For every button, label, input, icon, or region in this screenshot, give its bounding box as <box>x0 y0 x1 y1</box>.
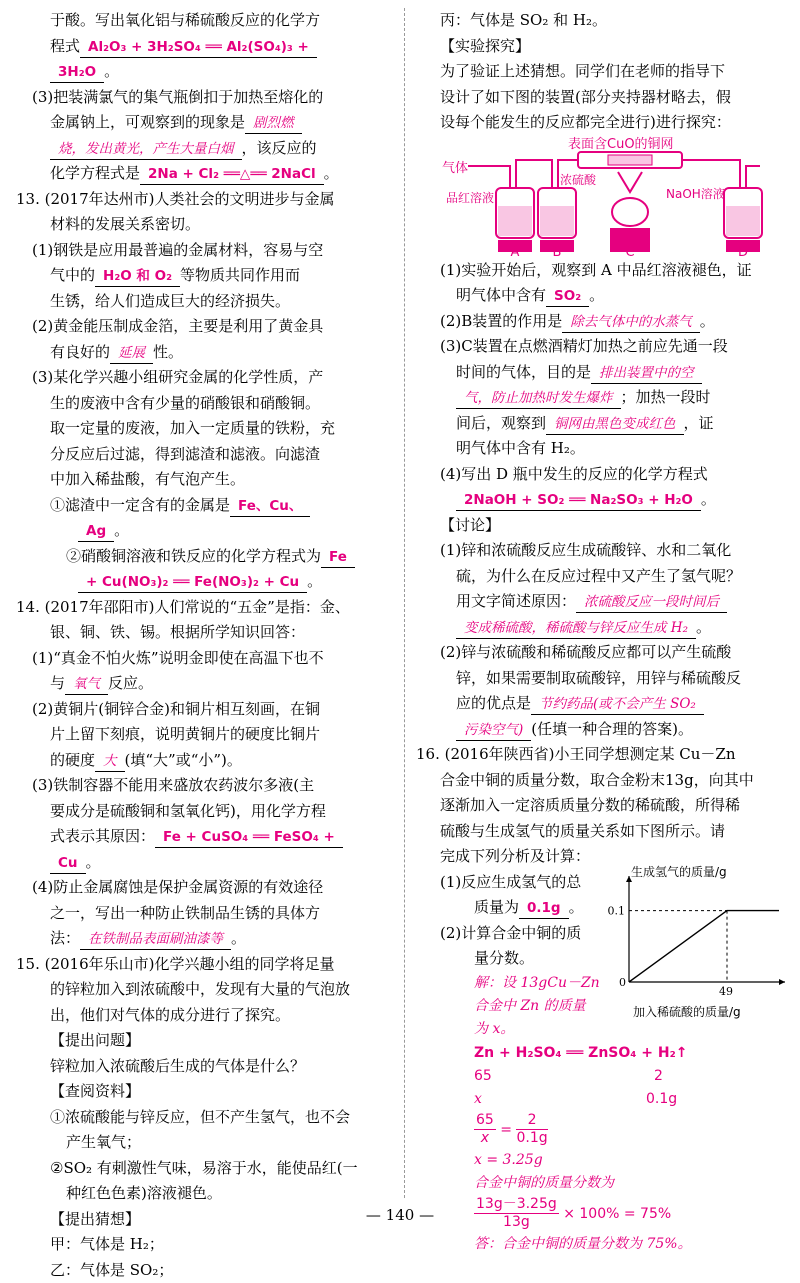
text-line: 生锈，给人们造成巨大的经济损失。 <box>16 289 388 315</box>
solution-equation: Zn + H₂SO₄ ══ ZnSO₄ + H₂↑ <box>474 1042 790 1065</box>
text-line: 片上留下刻痕，说明黄铜片的硬度比铜片 <box>16 722 388 748</box>
liquid-b <box>540 206 574 236</box>
text-line: 种红色色素)溶液褪色。 <box>16 1181 388 1207</box>
answer-blank: 在铁制品表面刷油漆等 <box>80 929 231 950</box>
text-line: 完成下列分析及计算： <box>440 844 790 870</box>
answer-blank: 剧烈燃 <box>245 113 302 134</box>
right-column <box>440 8 790 1220</box>
text-line: 法： 在铁制品表面刷油漆等 。 <box>16 926 388 952</box>
answer-blank: 气，防止加热时发生爆炸 <box>456 388 621 409</box>
text-line: 甲：气体是 H₂； <box>16 1232 388 1258</box>
answer-blank: 大 <box>95 751 125 772</box>
liquid-d <box>726 206 760 236</box>
answer-blank: 铜网由黑色变成红色 <box>546 414 684 435</box>
answer-blank: 氧气 <box>65 674 108 695</box>
answer-blank: 0.1g <box>519 898 569 919</box>
text-line: 与 氧气 反应。 <box>16 671 388 697</box>
text-line: 银、铜、铁、锡。根据所学知识回答： <box>16 620 388 646</box>
solution-line: 65 2 <box>474 1065 790 1088</box>
text-line: (2)锌与浓硫酸和稀硫酸反应都可以产生硫酸 <box>440 640 790 666</box>
text-line: 锌，如果需要制取硫酸锌，用锌与稀硫酸反 <box>440 666 790 692</box>
text-line: ②SO₂ 有刺激性气味，易溶于水，能使品红(一 <box>16 1156 388 1182</box>
x-axis-label: 加入稀硫酸的质量/g <box>633 1004 741 1019</box>
answer-blank: 3H₂O <box>50 62 104 83</box>
answer-blank: H₂O 和 O₂ <box>95 266 180 287</box>
text-line: 要成分是硫酸铜和氢氧化钙)，用化学方程 <box>16 799 388 825</box>
text-line: 产生氧气； <box>16 1130 388 1156</box>
solution-percentage: $\frac{13g-3.25g}{13g}$ × 100% = 75% <box>474 1195 790 1233</box>
answer-blank: 2Na + Cl₂ ══△══ 2NaCl <box>140 164 324 185</box>
text-line: 式表示其原因： Fe + CuSO₄ ══ FeSO₄ + <box>16 824 388 850</box>
text-line: 2NaOH + SO₂ ══ Na₂SO₃ + H₂O 。 <box>440 487 790 513</box>
answer-blank: Fe <box>321 547 355 568</box>
naoh-label: NaOH溶液 <box>666 186 725 201</box>
section-heading: 【实验探究】 <box>440 34 790 60</box>
text-line: (3)C装置在点燃酒精灯加热之前应先通一段 <box>440 334 790 360</box>
question-14-title: 14. (2017年邵阳市)人们常说的“五金”是指：金、 <box>16 595 388 621</box>
text-line: Ag 。 <box>16 518 388 544</box>
solution-line: x 0.1g <box>474 1088 790 1111</box>
text-line: 设每个能发生的反应都完全进行)进行探究： <box>440 110 790 136</box>
text-line: 金属钠上，可观察到的现象是 剧烈燃 <box>16 110 388 136</box>
text-line: 时间的气体，目的是 排出装置中的空 <box>440 360 790 386</box>
answer-blank: Ag <box>78 521 114 542</box>
question-13-title: 13. (2017年达州市)人类社会的文明进步与金属 <box>16 187 388 213</box>
apparatus-diagram <box>440 136 790 258</box>
answer-blank: Fe + CuSO₄ ══ FeSO₄ + <box>155 827 343 848</box>
text-line: 化学方程式是 2Na + Cl₂ ══△══ 2NaCl 。 <box>16 161 388 187</box>
flame-icon <box>618 172 642 192</box>
answer-blank: 排出装置中的空 <box>591 363 702 384</box>
x-axis-arrow-icon <box>779 979 785 985</box>
text-line: (1)“真金不怕火炼”说明金即使在高温下也不 <box>16 646 388 672</box>
text-line: 气中的 H₂O 和 O₂ 等物质共同作用而 <box>16 263 388 289</box>
question-16-left <box>440 870 615 1041</box>
text-line: 的锌粒加入到浓硫酸中，发现有大量的气泡放 <box>16 977 388 1003</box>
text-line: 变成稀硫酸，稀硫酸与锌反应生成 H₂ 。 <box>440 615 790 641</box>
text-line: 3H₂O 。 <box>16 59 388 85</box>
answer-blank: Al₂O₃ + 3H₂SO₄ ══ Al₂(SO₄)₃ + <box>80 37 317 58</box>
text-line: (2)黄铜片(铜锌合金)和铜片相互刻画，在铜 <box>16 697 388 723</box>
text-line: 分反应后过滤，得到滤渣和滤液。向滤渣 <box>16 442 388 468</box>
question-16-title: 16. (2016年陕西省)小王同学想测定某 Cu－Zn <box>416 742 790 768</box>
answer-blank: 节约药品(或不会产生 SO₂ <box>531 694 704 715</box>
pipe-a-b <box>516 160 552 188</box>
answer-blank: 浓硫酸反应一段时间后 <box>576 592 727 613</box>
text-line: (3)把装满氯气的集气瓶倒扣于加热至熔化的 <box>16 85 388 111</box>
copper-mesh <box>608 155 652 165</box>
text-line: (2)B装置的作用是 除去气体中的水蒸气 。 <box>440 309 790 335</box>
text-line: ①滤渣中一定含有的金属是 Fe、Cu、 <box>16 493 388 519</box>
solution-line: 合金中铜的质量分数为 <box>474 1172 790 1195</box>
label-d: D <box>738 245 748 260</box>
text-line: + Cu(NO₃)₂ ══ Fe(NO₃)₂ + Cu 。 <box>16 569 388 595</box>
text-line: ①浓硫酸能与锌反应，但不产生氢气，也不会 <box>16 1105 388 1131</box>
answer-blank: 烧，发出黄光，产生大量白烟 <box>50 139 242 160</box>
page-number: — 140 — <box>0 1206 800 1224</box>
text-line: 出，他们对气体的成分进行了探究。 <box>16 1003 388 1029</box>
text-line: (1)锌和浓硫酸反应生成硫酸锌、水和二氧化 <box>440 538 790 564</box>
text-line: 之一，写出一种防止铁制品生锈的具体方 <box>16 901 388 927</box>
text-line: 逐渐加入一定溶质质量分数的稀硫酸，所得稀 <box>440 793 790 819</box>
text-line: 为了验证上述猜想。同学们在老师的指导下 <box>440 59 790 85</box>
solution-line: 为 x。 <box>440 1018 615 1041</box>
gas-label: 气体 <box>442 160 468 176</box>
text-line: (3)铁制容器不能用来盛放农药波尔多液(主 <box>16 773 388 799</box>
section-heading: 【提出问题】 <box>16 1028 388 1054</box>
text-line: 锌粒加入浓硫酸后生成的气体是什么？ <box>16 1054 388 1080</box>
text-line: 量分数。 <box>440 946 615 972</box>
text-line: 硫酸与生成氢气的质量关系如下图所示。请 <box>440 819 790 845</box>
text-line: 合金中铜的质量分数，取合金粉末13g，向其中 <box>440 768 790 794</box>
text-line: 气，防止加热时发生爆炸 ；加热一段时 <box>440 385 790 411</box>
answer-blank: Fe、Cu、 <box>230 496 310 517</box>
label-c: C <box>625 245 634 260</box>
label-a: A <box>511 245 520 260</box>
question-15-title: 15. (2016年乐山市)化学兴趣小组的同学将足量 <box>16 952 388 978</box>
section-heading: 【查阅资料】 <box>16 1079 388 1105</box>
section-heading: 【讨论】 <box>440 513 790 539</box>
pinhong-label: 品红溶液 <box>446 190 494 205</box>
answer-blank: 延展 <box>110 343 153 364</box>
label-b: B <box>553 245 562 260</box>
x-tick-label: 49 <box>719 985 733 998</box>
solution-answer: 答：合金中铜的质量分数为 75%。 <box>474 1233 790 1256</box>
text-line: 丙：气体是 SO₂ 和 H₂。 <box>440 8 790 34</box>
copper-mesh-label: 表面含CuO的铜网 <box>568 136 674 152</box>
solution-ratio: $\frac{65}{x}$ = $\frac{2}{0.1g}$ <box>474 1111 790 1149</box>
question-16-body <box>440 870 790 1220</box>
answer-blank: 除去气体中的水蒸气 <box>562 312 700 333</box>
text-line: 乙：气体是 SO₂； <box>16 1258 388 1283</box>
text-line: (2)黄金能压制成金箔，主要是利用了黄金具 <box>16 314 388 340</box>
answer-blank: + Cu(NO₃)₂ ══ Fe(NO₃)₂ + Cu <box>78 572 307 593</box>
answer-blank: 变成稀硫酸，稀硫酸与锌反应生成 H₂ <box>456 618 696 639</box>
text-line: 硫，为什么在反应过程中又产生了氢气呢？ <box>440 564 790 590</box>
text-line: 的硬度 大 (填“大”或“小”)。 <box>16 748 388 774</box>
text-line: (4)写出 D 瓶中发生的反应的化学方程式 <box>440 462 790 488</box>
text-line: (2)计算合金中铜的质 <box>440 921 615 947</box>
answer-blank: 污染空气) <box>456 720 531 741</box>
solution-line: 合金中 Zn 的质量 <box>440 995 615 1018</box>
text-line: 有良好的 延展 性。 <box>16 340 388 366</box>
text-line: 生的废液中含有少量的硝酸银和硝酸铜。 <box>16 391 388 417</box>
left-column <box>16 8 388 1283</box>
pipe-outlet <box>746 166 760 188</box>
text-line: 明气体中含有 SO₂ 。 <box>440 283 790 309</box>
text-line: (1)实验开始后，观察到 A 中品红溶液褪色，证 <box>440 258 790 284</box>
text-line: 间后，观察到 铜网由黑色变成红色 ，证 <box>440 411 790 437</box>
text-line: 污染空气) (任填一种合理的答案)。 <box>440 717 790 743</box>
text-line: (1)钢铁是应用最普遍的金属材料，容易与空 <box>16 238 388 264</box>
answer-blank: Cu <box>50 853 86 874</box>
text-line: 中加入稀盐酸，有气泡产生。 <box>16 467 388 493</box>
answer-blank: 2NaOH + SO₂ ══ Na₂SO₃ + H₂O <box>456 490 701 511</box>
text-line: 明气体中含有 H₂。 <box>440 436 790 462</box>
text-line: Cu 。 <box>16 850 388 876</box>
text-line: 烧，发出黄光，产生大量白烟 ，该反应的 <box>16 136 388 162</box>
column-divider <box>404 8 405 1198</box>
series-line <box>629 910 779 981</box>
text-line: (1)反应生成氢气的总 <box>440 870 615 896</box>
liquid-a <box>498 206 532 236</box>
y-tick-label: 0.1 <box>608 904 626 917</box>
text-line: 用文字简述原因： 浓硫酸反应一段时间后 <box>440 589 790 615</box>
section-heading: 【提出猜想】 <box>16 1207 388 1233</box>
solution-line: 解：设 13gCu－Zn <box>440 972 615 995</box>
alcohol-lamp-icon <box>612 198 648 226</box>
y-axis-label: 生成氢气的质量/g <box>631 864 727 879</box>
text-line: 应的优点是 节约药品(或不会产生 SO₂ <box>440 691 790 717</box>
hydrogen-chart <box>615 864 790 1024</box>
text-line: (4)防止金属腐蚀是保护金属资源的有效途径 <box>16 875 388 901</box>
text-line: ②硝酸铜溶液和铁反应的化学方程式为 Fe <box>16 544 388 570</box>
pipe-c-d <box>680 160 740 188</box>
text-line: 材料的发展关系密切。 <box>16 212 388 238</box>
origin-label: 0 <box>619 976 626 989</box>
text-line: 设计了如下图的装置(部分夹持器材略去，假 <box>440 85 790 111</box>
text-line: 质量为 0.1g 。 <box>440 895 615 921</box>
text-line: 程式 Al₂O₃ + 3H₂SO₄ ══ Al₂(SO₄)₃ + <box>16 34 388 60</box>
answer-blank: SO₂ <box>546 286 589 307</box>
solution-line: x = 3.25g <box>474 1149 790 1172</box>
pipe-inlet <box>468 166 510 188</box>
text-line: (3)某化学兴趣小组研究金属的化学性质，产 <box>16 365 388 391</box>
text-line: 于酸。写出氧化铝与稀硫酸反应的化学方 <box>16 8 388 34</box>
acid-label: 浓硫酸 <box>560 172 597 187</box>
text-line: 取一定量的废液，加入一定质量的铁粉，充 <box>16 416 388 442</box>
